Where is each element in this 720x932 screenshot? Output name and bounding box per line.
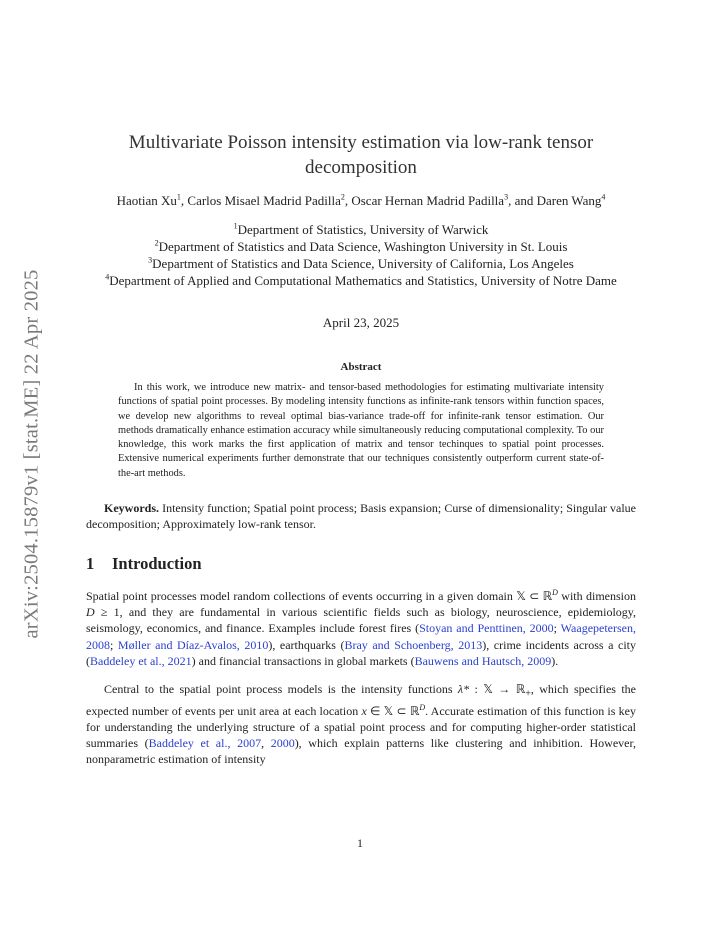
affiliation-list [86, 221, 636, 289]
keywords-label: Keywords. [104, 501, 159, 516]
affiliation: $^4$Department of Applied and Computational Mathematics and Statistics, University of Notre Dame [105, 272, 617, 288]
citation-link[interactable]: Møller and Díaz-Avalos, 2010 [117, 637, 269, 652]
abstract-heading: Abstract [340, 361, 382, 373]
author-name: Haotian Xu [116, 193, 177, 208]
section-heading [86, 554, 636, 574]
citation-link[interactable]: Baddeley et al., 2021 [90, 653, 192, 668]
arxiv-sidebar-stamp [18, 244, 46, 664]
keywords-text: Intensity function; Spatial point process; Basis expansion; Curse of dimensionality; Singular value decomposition; Approximately low-rank tensor. [86, 501, 637, 531]
paper-title: Multivariate Poisson intensity estimation via low-rank tensor decomposition [128, 132, 594, 178]
author-name: Daren Wang [536, 193, 602, 208]
citation-link[interactable]: Baddeley et al., 2007 [148, 736, 262, 751]
paper-page [86, 0, 636, 780]
section-title: Introduction [112, 554, 202, 574]
affiliation: $^2$Department of Statistics and Data Science, Washington University in St. Louis [154, 238, 568, 254]
author-list: Haotian Xu$^1$, Carlos Misael Madrid Padilla$^2$, Oscar Hernan Madrid Padilla$^3$, and Daren Wang$^4$ [116, 192, 606, 208]
abstract-body: In this work, we introduce new matrix- and tensor-based methodologies for estimating multivariate intensity functions of spatial point processes. By modeling intensity functions as infinite-rank tensors within function spaces, we develop new algorithms to reveal optimal bias-variance trade-off for infinite-rank tensor estimation. Our methods dramatically enhance estimation accuracy while simultaneously reducing computational complexity. To our knowledge, this work marks the first application of matrix and tensor techinques to spatial point processes. Extensive numerical experiments further demonstrate that our techniques consistently outperform current state-of-the-art methods. [118, 382, 604, 479]
author-affil-mark: 3 [504, 192, 509, 202]
citation-link[interactable]: 2000 [270, 736, 295, 751]
citation-link[interactable]: Waagepetersen, 2008 [86, 621, 636, 652]
author-affil-mark: 4 [601, 192, 606, 202]
citation-link[interactable]: Bray and Schoenberg, 2013 [344, 637, 483, 652]
publication-date: April 23, 2025 [322, 315, 400, 330]
citation-link[interactable]: Stoyan and Penttinen, 2000 [419, 621, 554, 636]
author-name: Carlos Misael Madrid Padilla [187, 193, 341, 208]
author-name: Oscar Hernan Madrid Padilla [351, 193, 505, 208]
affiliation: $^1$Department of Statistics, University of Warwick [233, 221, 489, 237]
author-affil-mark: 2 [340, 192, 345, 202]
affiliation: $^3$Department of Statistics and Data Science, University of California, Los Angeles [148, 255, 574, 271]
section-number: 1 [86, 554, 95, 574]
page-number: 1 [357, 836, 363, 850]
intro-paragraph-1: Spatial point processes model random collections of events occurring in a given domain 𝕏 ⊂ ℝ$^D$ with dimension D ≥ 1, and they are fundamental in various scientific fields such as biology, neuroscience, epidemiology, seismology, economics, and finance. Examples include forest fires (Stoyan and Penttinen, 2000; Waagepetersen, 2008; Møller and Díaz-Avalos, 2010), earthquarks (Bray and Schoenberg, 2013), crime incidents across a city (Baddeley et al., 2021) and financial transactions in global markets (Bauwens and Hautsch, 2009). [86, 588, 636, 668]
arxiv-identifier: arXiv:2504.15879v1 [stat.ME] 22 Apr 2025 [20, 269, 43, 639]
author-affil-mark: 1 [176, 192, 181, 202]
intro-paragraph-2: Central to the spatial point process models is the intensity functions λ* : 𝕏 → ℝ$_+$, which specifies the expected number of events per unit area at each location x ∈ 𝕏 ⊂ ℝ$^D$. Accurate estimation of this function is key for understanding the underlying structure of a spatial point process and for computing higher-order statistical summaries (Baddeley et al., 2007, 2000), which explain patterns like clustering and inhibition. However, nonparametric estimation of intensity [86, 682, 636, 767]
citation-link[interactable]: Bauwens and Hautsch, 2009 [414, 653, 552, 668]
keywords-line [86, 501, 636, 532]
